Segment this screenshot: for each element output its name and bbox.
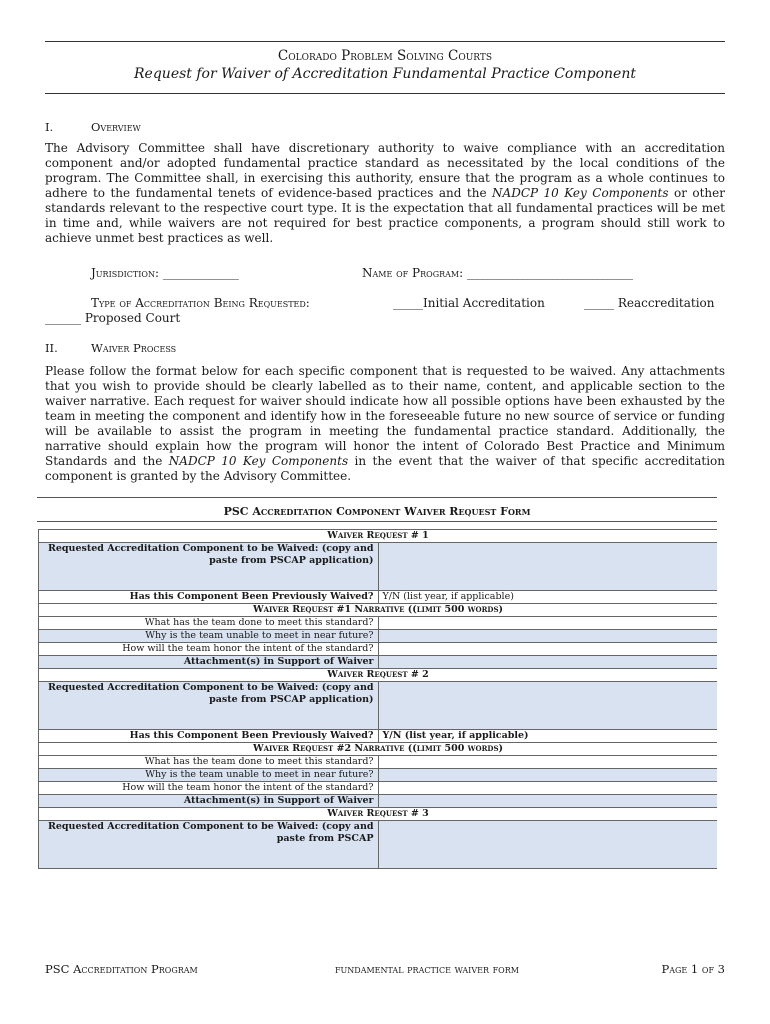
table-row (39, 756, 718, 769)
narrative-1-header: Waiver Request #1 Narrative ((limit 500 words) (39, 604, 718, 617)
attachments-input[interactable] (378, 656, 717, 669)
overview-text-b: or other standards relevant to the respective court type. It is the expectation that all fundamental practices will be met in time and, while waivers are not required for best practice components, a program should still work to achieve unmet best practices as well. (45, 186, 726, 245)
footer-program: PSC Accreditation Program (45, 962, 198, 976)
accreditation-type-label: Type of Accreditation Being Requested: (91, 296, 310, 310)
table-row (39, 743, 718, 756)
top-rule (45, 41, 725, 42)
overview-text-a: The Advisory Committee shall have discretionary authority to waive compliance with an accreditation component and/or adopted fundamental practice standard as necessitated by the local conditions of the program. The Committee shall, in exercising this authority, ensure that the program as a whole continues to adhere to the fundamental tenets of evidence-based practices and the (45, 141, 725, 200)
component-input[interactable] (378, 682, 717, 730)
component-input[interactable] (378, 821, 717, 869)
table-row (39, 543, 718, 591)
table-row (39, 530, 718, 543)
document-subtitle: Request for Waiver of Accreditation Fundamental Practice Component (134, 66, 636, 82)
previously-waived-input[interactable]: Y/N (list year, if applicable) (378, 730, 717, 743)
previously-waived-label: Has this Component Been Previously Waived? (39, 591, 379, 604)
component-label: Requested Accreditation Component to be Waived: (copy and paste from PSCAP application) (39, 543, 379, 591)
question-honor-input[interactable] (378, 643, 717, 656)
question-done-input[interactable] (378, 756, 717, 769)
table-row (39, 782, 718, 795)
jurisdiction-label: Jurisdiction: (91, 266, 160, 280)
section-title: Overview (91, 120, 141, 134)
header-rule (45, 93, 725, 94)
table-row (39, 591, 718, 604)
table-row (39, 604, 718, 617)
page-footer (45, 962, 725, 978)
attachments-label: Attachment(s) in Support of Waiver (39, 656, 379, 669)
table-row (39, 730, 718, 743)
question-unable-input[interactable] (378, 769, 717, 782)
attachments-input[interactable] (378, 795, 717, 808)
section-title: Waiver Process (91, 341, 177, 355)
table-row (39, 669, 718, 682)
component-input[interactable] (378, 543, 717, 591)
waiver-text-em: NADCP 10 Key Components (168, 454, 349, 468)
waiver-process-paragraph (45, 364, 725, 484)
proposed-court-option[interactable]: ______ Proposed Court (45, 311, 181, 325)
program-name-field[interactable] (362, 266, 632, 280)
waiver-form-table (38, 529, 717, 869)
waiver-request-3-header: Waiver Request # 3 (39, 808, 718, 821)
waiver-text-a: Please follow the format below for each specific component that is requested to be waived. Any attachments that you wish to provide should be clearly labelled as to their name, content, and applicable section to the waiver narrative. Each request for waiver should indicate how all possible options have been exhausted by the team in meeting the component and identify how in the foreseeable future no new source of service or funding will be available to assist the program in meeting the fundamental practice standard. Additionally, the narrative should explain how the program will honor the intent of Colorado Best Practice and Minimum Standards and the (45, 364, 725, 468)
table-row (39, 630, 718, 643)
overview-text-em: NADCP 10 Key Components (492, 186, 669, 200)
table-row (39, 643, 718, 656)
table-row (39, 617, 718, 630)
previously-waived-input[interactable]: Y/N (list year, if applicable) (378, 591, 717, 604)
form-title: PSC Accreditation Component Waiver Request Form (37, 497, 717, 522)
section-number: II. (45, 341, 58, 355)
jurisdiction-blank[interactable]: _______________ (162, 266, 238, 280)
waiver-request-form (37, 497, 717, 957)
waiver-request-2-header: Waiver Request # 2 (39, 669, 718, 682)
table-row (39, 795, 718, 808)
question-honor-label: How will the team honor the intent of the standard? (39, 643, 379, 656)
attachments-label: Attachment(s) in Support of Waiver (39, 795, 379, 808)
waiver-text-b: in the event that the waiver of that specific accreditation component is granted by the Advisory Committee. (45, 454, 726, 483)
waiver-request-1-header: Waiver Request # 1 (39, 530, 718, 543)
question-done-label: What has the team done to meet this standard? (39, 617, 379, 630)
program-name-blank[interactable]: _________________________________ (466, 266, 632, 280)
component-label: Requested Accreditation Component to be Waived: (copy and paste from PSCAP application) (39, 682, 379, 730)
question-honor-input[interactable] (378, 782, 717, 795)
footer-page-number: Page 1 of 3 (661, 962, 725, 976)
reaccreditation-option[interactable]: _____ Reaccreditation (584, 296, 715, 310)
section-number: I. (45, 120, 54, 134)
jurisdiction-field[interactable] (91, 266, 238, 280)
table-row (39, 682, 718, 730)
section-waiver-process-heading (45, 341, 176, 355)
document-title: Colorado Problem Solving Courts (277, 48, 493, 64)
question-unable-label: Why is the team unable to meet in near future? (39, 630, 379, 643)
program-name-label: Name of Program: (362, 266, 464, 280)
table-row (39, 769, 718, 782)
question-honor-label: How will the team honor the intent of the standard? (39, 782, 379, 795)
section-overview-heading (45, 120, 141, 134)
question-done-label: What has the team done to meet this standard? (39, 756, 379, 769)
table-row (39, 656, 718, 669)
component-label: Requested Accreditation Component to be Waived: (copy and paste from PSCAP (39, 821, 379, 869)
table-row (39, 808, 718, 821)
narrative-2-header: Waiver Request #2 Narrative ((limit 500 words) (39, 743, 718, 756)
question-done-input[interactable] (378, 617, 717, 630)
table-row (39, 821, 718, 869)
question-unable-label: Why is the team unable to meet in near future? (39, 769, 379, 782)
initial-accreditation-option[interactable]: _____Initial Accreditation (393, 296, 545, 310)
previously-waived-label: Has this Component Been Previously Waived? (39, 730, 379, 743)
footer-form-name: fundamental practice waiver form (335, 962, 519, 976)
overview-paragraph (45, 141, 725, 246)
question-unable-input[interactable] (378, 630, 717, 643)
